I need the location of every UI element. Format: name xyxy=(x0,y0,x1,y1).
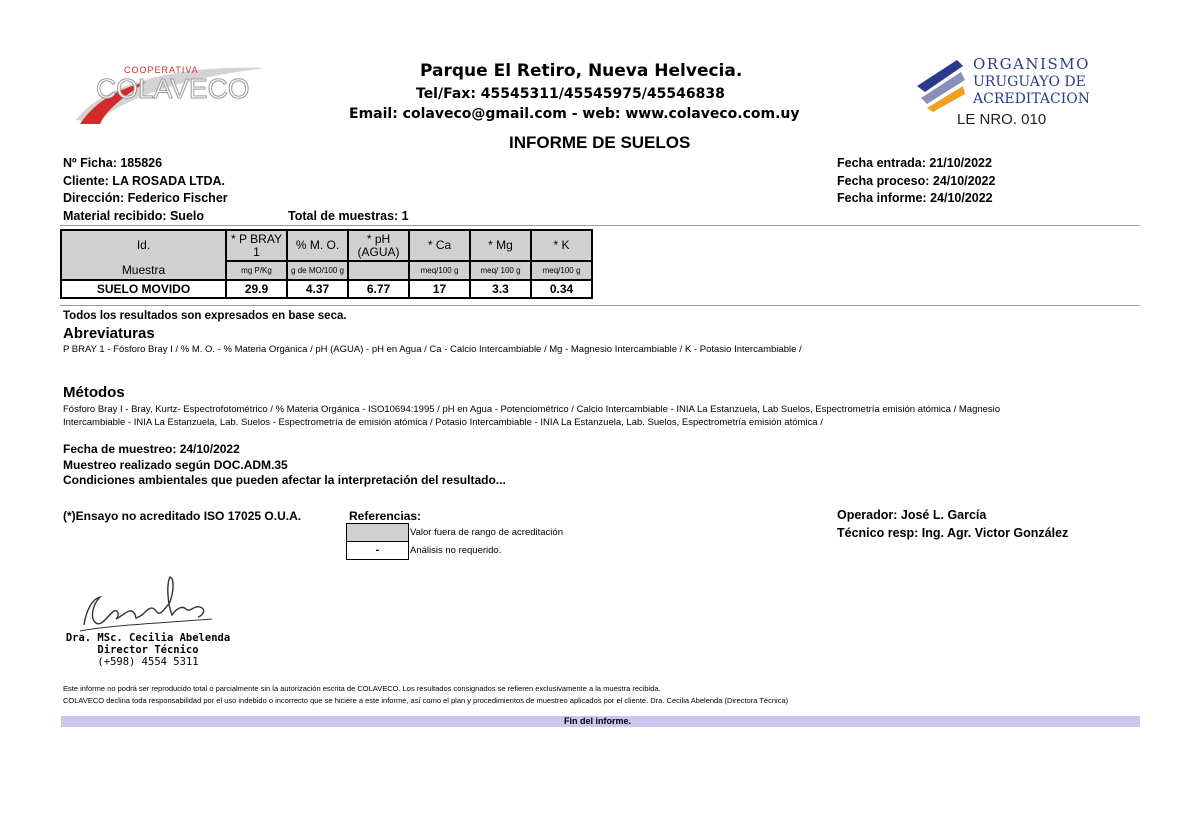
col-header-pbray: * P BRAY 1 xyxy=(226,230,287,261)
lab-email-web: Email: colaveco@gmail.com - web: www.colaveco.com.uy xyxy=(349,106,800,122)
sample-name: SUELO MOVIDO xyxy=(61,280,226,298)
client-address: Dirección: Federico Fischer xyxy=(63,191,228,205)
value-mg: 3.3 xyxy=(470,280,531,298)
date-entry: Fecha entrada: 21/10/2022 xyxy=(837,156,992,170)
signatory-phone: (+598) 4554 5311 xyxy=(97,656,199,668)
methods-title: Métodos xyxy=(63,384,125,401)
signatory-name: Dra. MSc. Cecilia Abelenda xyxy=(65,632,231,644)
signature-image xyxy=(72,575,222,635)
lab-address: Parque El Retiro, Nueva Helvecia. xyxy=(420,61,743,81)
methods-line1: Fósforo Bray I - Bray, Kurtz- Espectrofotométrico / % Materia Orgánica - ISO10694:1995 / pH en Agua - Potenciométrico / Calcio Intercambiable - INIA La Estanzuela, Lab Suelos, Espectrometría emisión atómica / Magnesio xyxy=(63,404,1001,415)
col-header-k: * K xyxy=(531,230,592,261)
col-header-mo: % M. O. xyxy=(287,230,348,261)
value-pbray: 29.9 xyxy=(226,280,287,298)
total-samples: Total de muestras: 1 xyxy=(288,209,409,223)
unit-k: meq/100 g xyxy=(531,261,592,280)
unit-mg: meq/ 100 g xyxy=(470,261,531,280)
signature-block xyxy=(63,632,233,668)
material-received: Material recibido: Suelo xyxy=(63,208,205,223)
unit-pbray: mg P/Kg xyxy=(226,261,287,280)
disclaimer-line1: Este informe no podrá ser reproducido total o parcialmente sin la autorización escrita de COLAVECO. Los resultados consignados se refieren exclusivamente a la muestra recibida. xyxy=(63,684,661,693)
disclaimer-line2: COLAVECO declina toda responsabilidad por el uso indebido o incorrecto que se hiciere a este informe, así como el plan y procedimientos de muestreo aplicados por el cliente. Dra. Cecilia Abelenda (Directora Técnica) xyxy=(63,696,789,705)
technician-name: Técnico resp: Ing. Agr. Victor González xyxy=(837,526,1069,540)
abbreviations-text: P BRAY 1 - Fósforo Bray I / % M. O. - % Materia Orgánica / pH (AGUA) - pH en Agua / Ca - Calcio Intercambiable / Mg - Magnesio Intercambiable / K - Potasio Intercambiable / xyxy=(63,344,802,355)
col-header-mg: * Mg xyxy=(470,230,531,261)
disclaimer xyxy=(63,683,788,707)
ficha-number: Nº Ficha: 185826 xyxy=(63,156,163,170)
base-note: Todos los resultados son expresados en base seca. xyxy=(63,310,347,322)
value-k: 0.34 xyxy=(531,280,592,298)
coop-small-text: COOPERATIVA xyxy=(124,65,199,75)
oua-line2: URUGUAYO DE xyxy=(973,74,1086,90)
oua-line3: ACREDITACION xyxy=(973,91,1090,107)
sampling-info xyxy=(63,442,506,489)
reference-text-out-of-range: Valor fuera de rango de acreditación xyxy=(410,527,563,538)
col-header-ph: * pH (AGUA) xyxy=(348,230,409,261)
unit-ph xyxy=(348,261,409,280)
table-row xyxy=(61,280,592,298)
reference-text-not-required: Análisis no requerido. xyxy=(410,545,502,556)
value-mo: 4.37 xyxy=(287,280,348,298)
lab-telfax: Tel/Fax: 45545311/45545975/45546838 xyxy=(416,86,725,102)
sampling-conditions: Condiciones ambientales que pueden afectar la interpretación del resultado... xyxy=(63,473,506,487)
unit-ca: meq/100 g xyxy=(409,261,470,280)
methods-line2: Intercambiable - INIA La Estanzuela, Lab. Suelos - Espectrometría de emisión atómica / Potasio Intercambiable - INIA La Estanzuela, Lab. Suelos, Espectrometría emisión atómica / xyxy=(63,417,823,428)
accreditation-number: LE NRO. 010 xyxy=(957,111,1047,128)
id-header xyxy=(61,230,226,280)
accreditation-note: (*)Ensayo no acreditado ISO 17025 O.U.A. xyxy=(63,509,302,523)
client-info xyxy=(63,155,228,225)
unit-mo: g de MO/100 g xyxy=(287,261,348,280)
brand-text: COLAVECO xyxy=(96,73,250,104)
oua-emblem-icon xyxy=(913,56,1113,128)
colaveco-logo xyxy=(66,60,271,130)
col-header-ca: * Ca xyxy=(409,230,470,261)
references-title: Referencias: xyxy=(349,509,422,523)
sampling-doc: Muestreo realizado según DOC.ADM.35 xyxy=(63,457,288,472)
footer-text: Fin del informe. xyxy=(564,716,632,726)
oua-logo xyxy=(913,56,1113,128)
operator-name: Operador: José L. García xyxy=(837,508,987,522)
value-ca: 17 xyxy=(409,280,470,298)
reference-swatch-grey xyxy=(346,523,409,542)
operator-block xyxy=(837,506,1068,542)
divider-mid xyxy=(60,305,1140,306)
report-dates xyxy=(837,155,995,208)
date-process: Fecha proceso: 24/10/2022 xyxy=(837,173,996,188)
report-title: INFORME DE SUELOS xyxy=(509,133,691,152)
muestra-label: Muestra xyxy=(121,263,166,277)
signatory-role: Director Técnico xyxy=(97,644,199,656)
id-label: Id. xyxy=(136,238,151,252)
abbreviations-title: Abreviaturas xyxy=(63,325,155,342)
divider-top xyxy=(60,225,1140,226)
oua-line1: ORGANISMO xyxy=(973,56,1090,73)
value-ph: 6.77 xyxy=(348,280,409,298)
reference-swatch-dash: - xyxy=(346,541,409,560)
results-table xyxy=(60,229,593,299)
date-report: Fecha informe: 24/10/2022 xyxy=(837,191,993,205)
client-name: Cliente: LA ROSADA LTDA. xyxy=(63,173,226,188)
sampling-date: Fecha de muestreo: 24/10/2022 xyxy=(63,442,240,456)
